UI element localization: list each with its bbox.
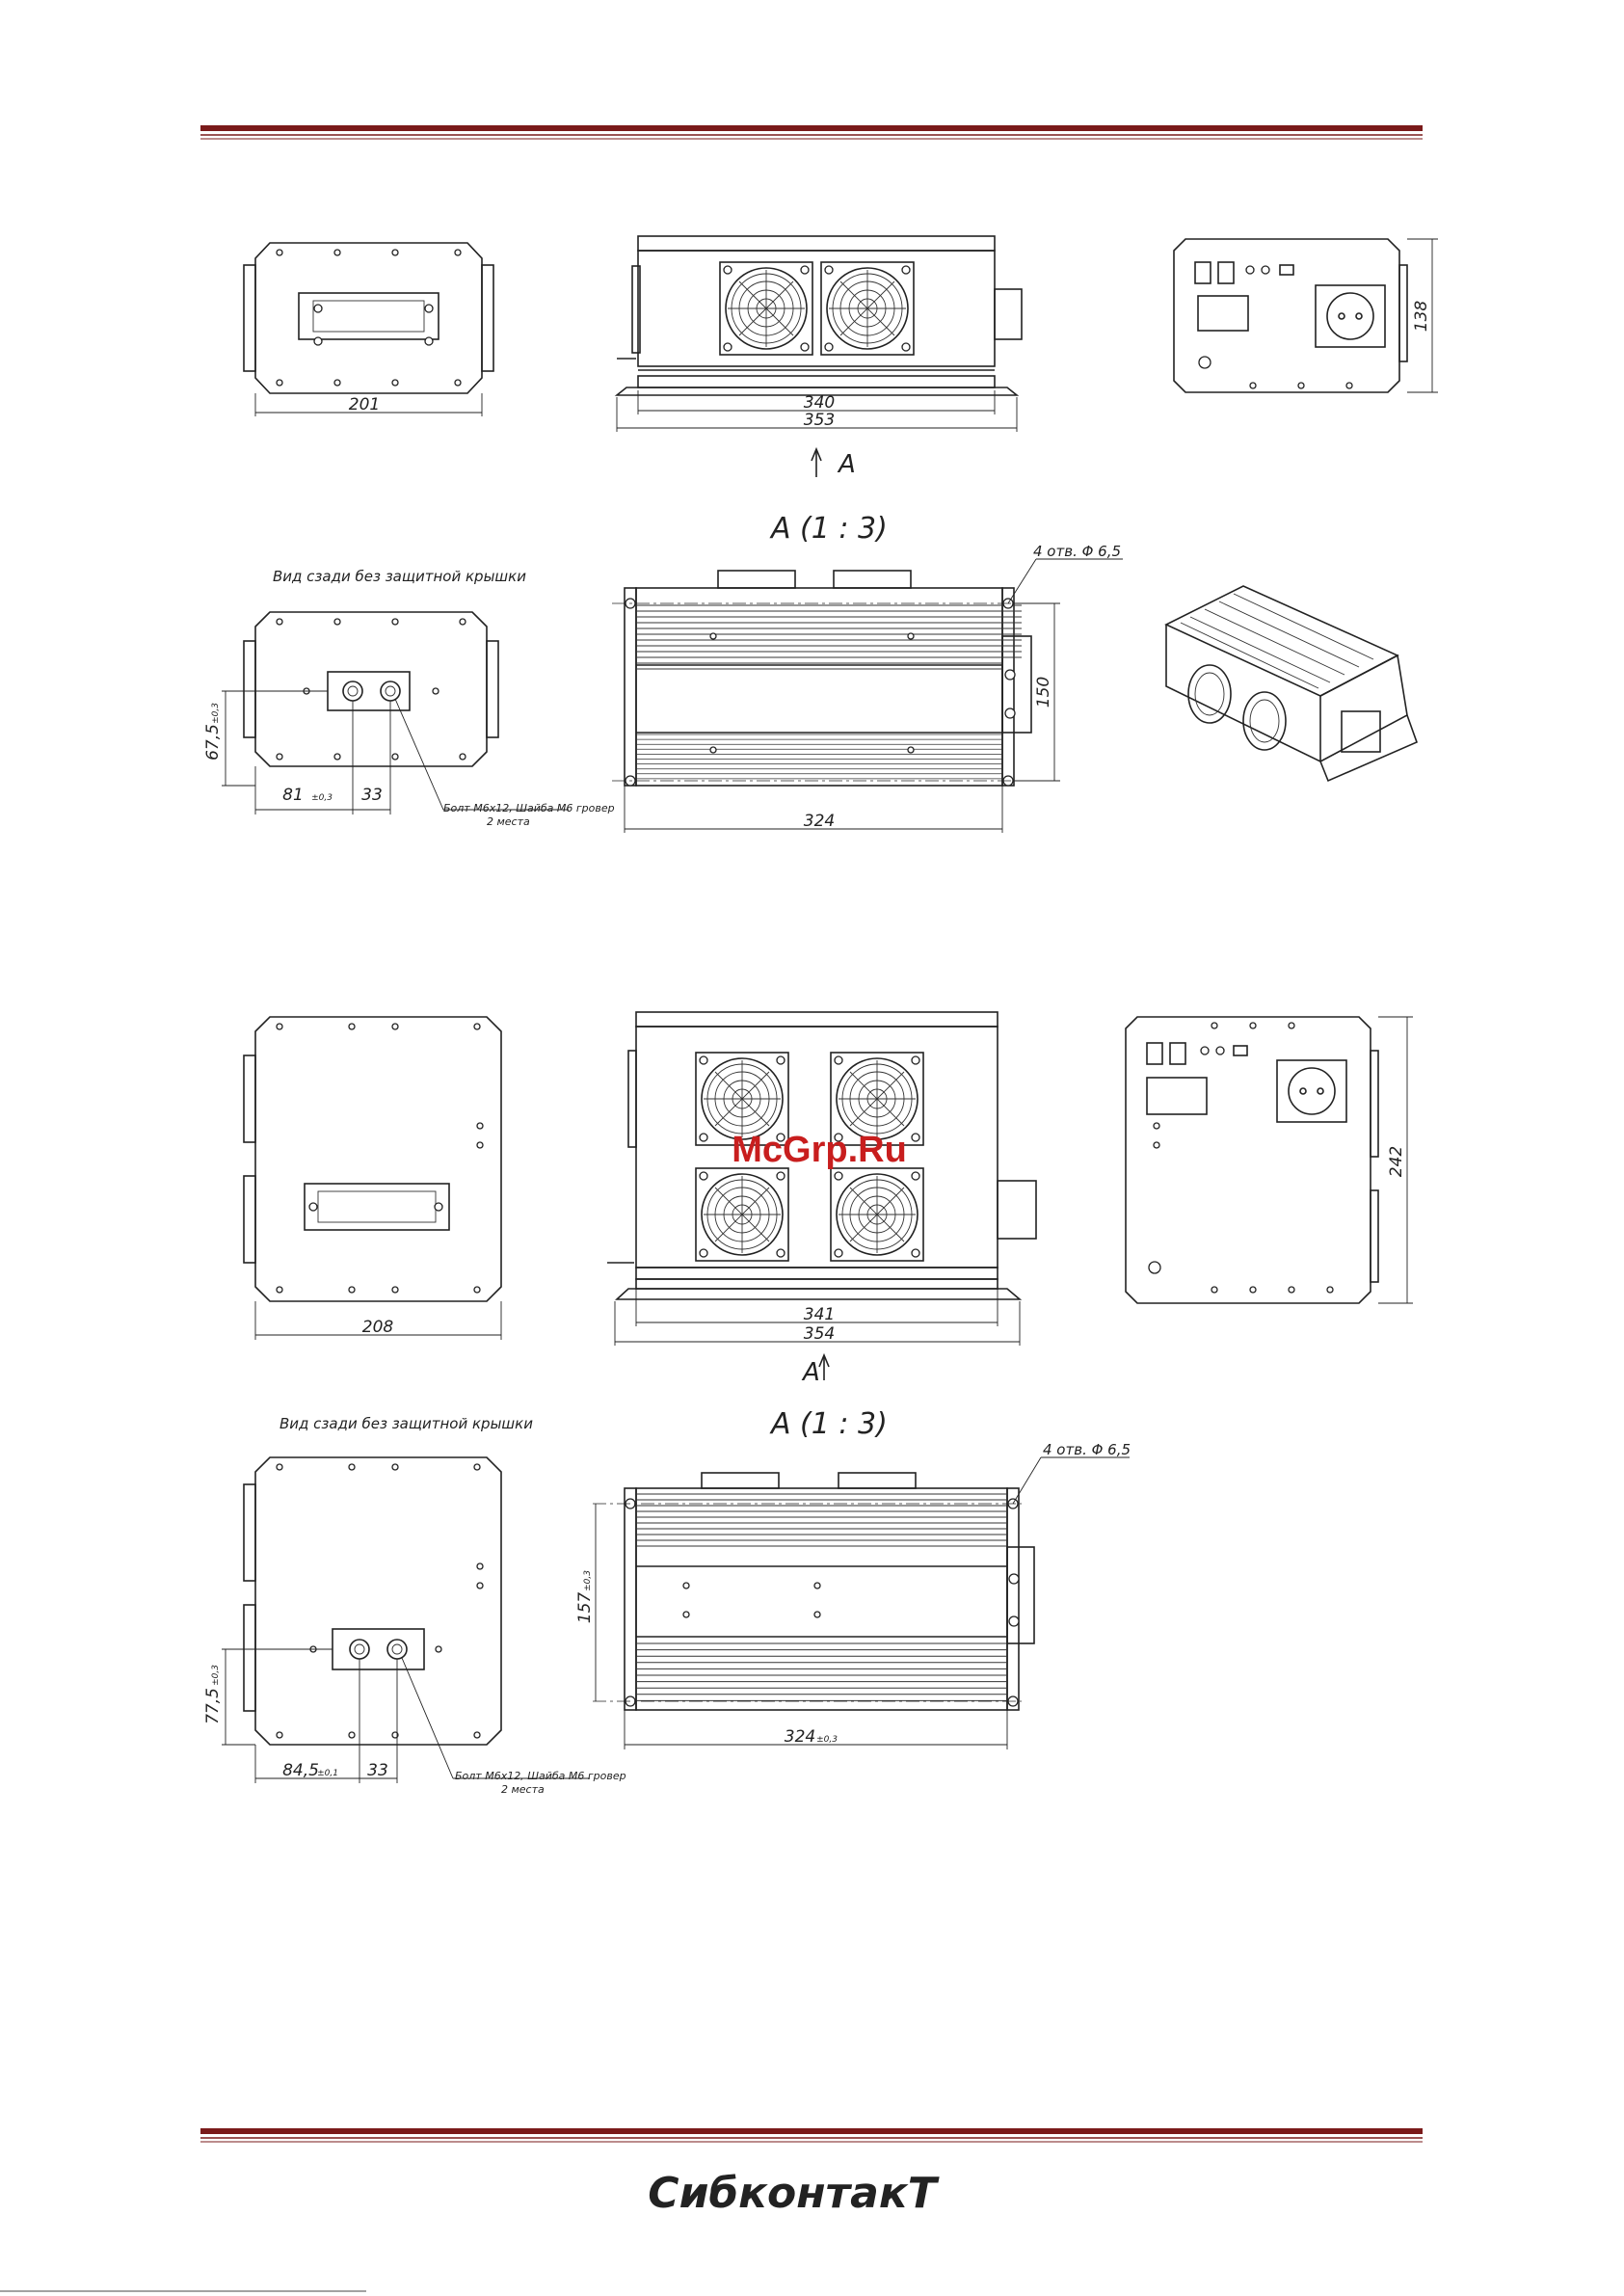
unit1-top-view — [244, 243, 493, 416]
unit2-front-view — [607, 1012, 1036, 1387]
view-a-label: A — [839, 450, 856, 479]
dim-33a: 33 — [361, 786, 383, 805]
holes-note-2: 4 отв. Φ 6,5 — [1043, 1441, 1131, 1458]
unit1-front-view — [617, 236, 1022, 479]
dim-77-5-tol: ±0,3 — [211, 1665, 221, 1686]
dim-324b-tol: ±0,3 — [816, 1735, 838, 1745]
unit1-section-a — [612, 543, 1123, 833]
dim-67-5: 67,5 — [203, 724, 223, 761]
bottom-rule — [200, 2128, 1423, 2134]
dim-324: 324 — [803, 812, 836, 831]
dim-33b: 33 — [367, 1761, 388, 1780]
section-title-1: A (1 : 3) — [771, 512, 888, 546]
dim-157: 157 — [575, 1591, 595, 1624]
unit2-section-a — [575, 1441, 1131, 1749]
dim-150: 150 — [1034, 676, 1053, 708]
dim-354: 354 — [803, 1324, 836, 1344]
bolt-note-1: Болт М6х12, Шайба М6 гровер — [443, 802, 615, 814]
dim-67-5-tol: ±0,3 — [211, 703, 221, 724]
watermark: McGrp.Ru — [732, 1130, 907, 1170]
top-rule — [200, 125, 1423, 131]
unit2-rear-view — [203, 1457, 626, 1796]
dim-77-5: 77,5 — [203, 1688, 223, 1724]
unit1-isometric-view — [1166, 586, 1417, 781]
dim-341: 341 — [803, 1305, 836, 1324]
footer-logo: СибконтакТ — [648, 2169, 937, 2218]
dim-340: 340 — [803, 393, 836, 413]
dim-242: 242 — [1387, 1145, 1406, 1178]
dim-157-tol: ±0,3 — [583, 1570, 593, 1591]
bolt-note-2: Болт М6х12, Шайба М6 гровер — [455, 1770, 626, 1782]
bolt-note-2-count: 2 места — [501, 1783, 545, 1796]
dim-84-5-tol: ±0,1 — [317, 1769, 338, 1778]
unit2-top-view — [244, 1017, 501, 1340]
unit1-side-view — [1174, 239, 1438, 392]
unit2-side-view — [1126, 1017, 1413, 1303]
dim-81: 81 — [282, 786, 304, 805]
bolt-note-1-count: 2 места — [487, 815, 530, 828]
rear-view-label-2: Вид сзади без защитной крышки — [280, 1415, 533, 1432]
dim-208: 208 — [361, 1318, 394, 1337]
dim-201: 201 — [348, 395, 381, 414]
rear-view-label-1: Вид сзади без защитной крышки — [273, 568, 526, 585]
dim-81-tol: ±0,3 — [311, 793, 333, 803]
dim-84-5: 84,5 — [282, 1761, 319, 1780]
view-a2-label: A — [803, 1358, 820, 1387]
dim-138: 138 — [1412, 300, 1431, 333]
unit1-rear-view — [203, 612, 615, 828]
dim-353: 353 — [803, 411, 836, 430]
holes-note-1: 4 отв. Φ 6,5 — [1033, 543, 1122, 560]
section-title-2: A (1 : 3) — [771, 1407, 888, 1441]
dim-324b: 324 — [784, 1727, 816, 1747]
